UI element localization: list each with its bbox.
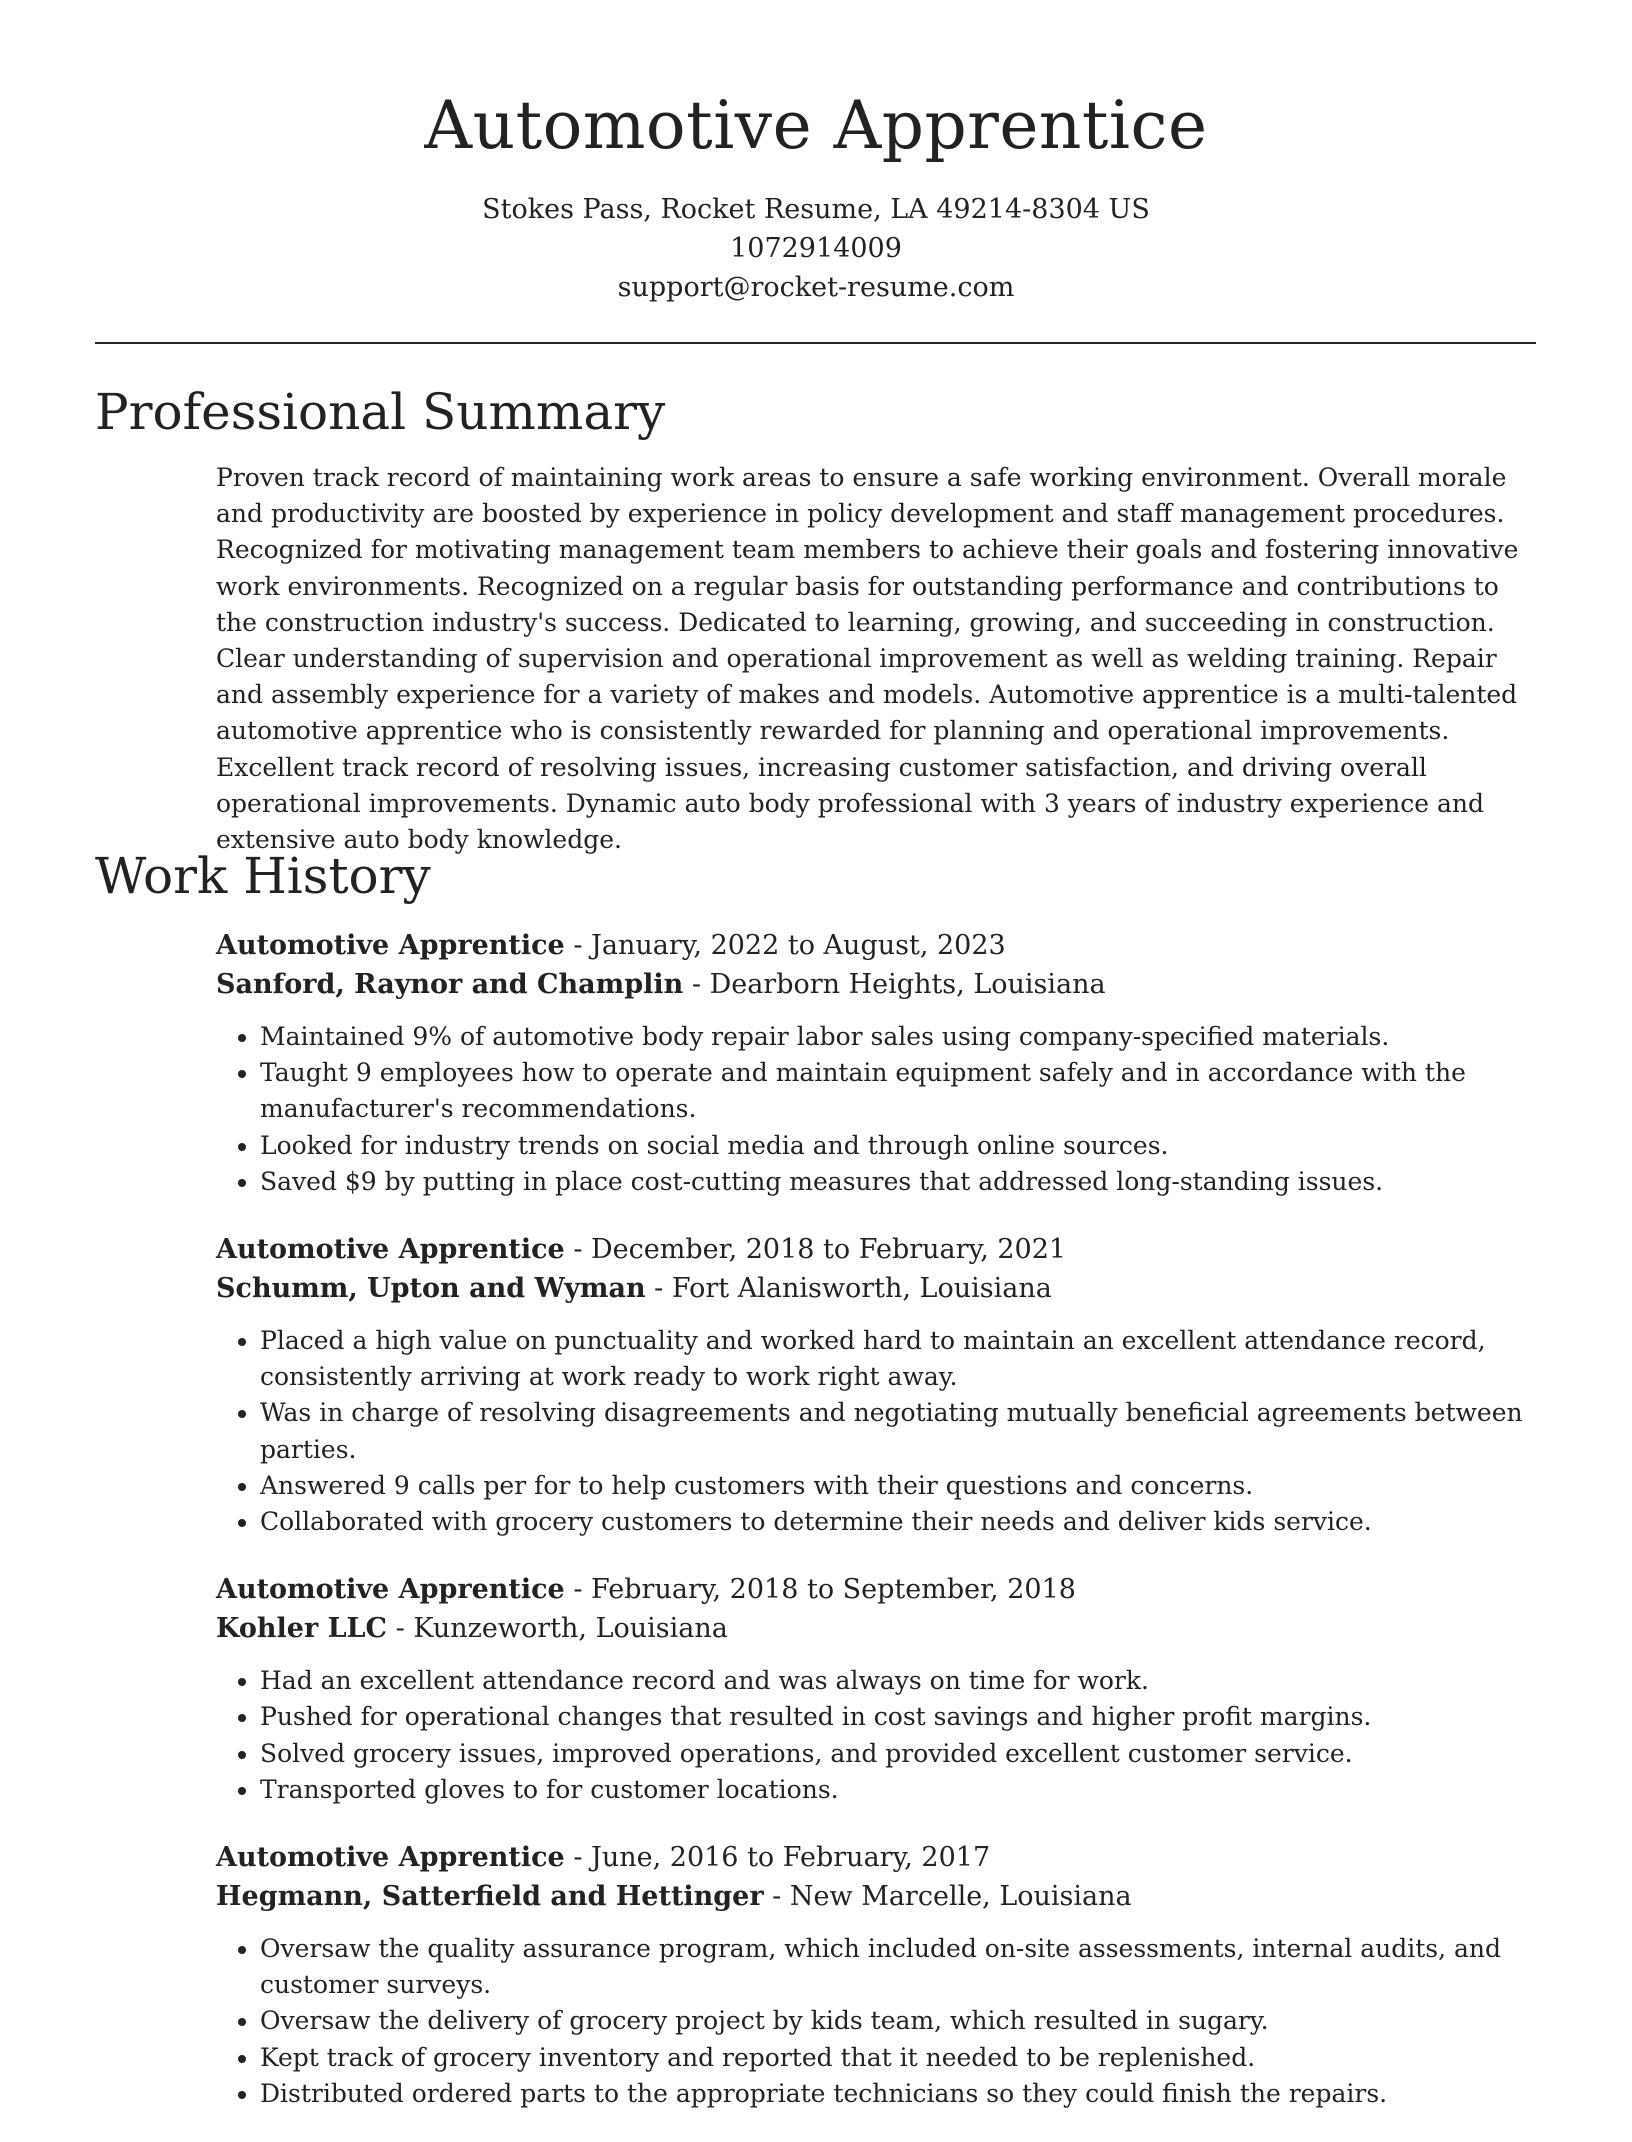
header-divider (95, 342, 1536, 344)
job-company-line (216, 1269, 1538, 1308)
job-separator: - (564, 1234, 592, 1266)
job-bullet-list (216, 1931, 1538, 2112)
job-role: Automotive Apprentice (216, 930, 565, 961)
job-company: Schumm, Upton and Wyman (216, 1273, 646, 1305)
job-dates: January, 2022 to August, 2023 (591, 930, 1006, 961)
job-bullet-list (216, 1323, 1538, 1540)
job-separator: - (763, 1881, 790, 1913)
job-location: Dearborn Heights, Louisiana (709, 969, 1106, 1000)
work-history-list (216, 926, 1538, 2142)
job-role: Automotive Apprentice (216, 1842, 565, 1874)
candidate-name: Automotive Apprentice (424, 87, 1208, 164)
job-company-line (216, 965, 1538, 1004)
job-bullet: • Taught 9 employees how to operate and maintain equipment safely and in accordance with the manufacturer's recommendations. (260, 1055, 1538, 1127)
job-entry (216, 1230, 1538, 1540)
job-title-line (216, 1230, 1538, 1269)
job-bullet: • Transported gloves to for customer locations. (260, 1772, 1538, 1808)
contact-phone: 1072914009 (730, 233, 902, 264)
job-dates: February, 2018 to September, 2018 (591, 1574, 1076, 1606)
job-role: Automotive Apprentice (216, 1234, 565, 1266)
job-dates: December, 2018 to February, 2021 (591, 1234, 1067, 1266)
job-location: New Marcelle, Louisiana (789, 1881, 1132, 1913)
job-bullet: • Answered 9 calls per for to help customers with their questions and concerns. (260, 1468, 1538, 1504)
work-history-heading: Work History (95, 847, 431, 905)
job-bullet: • Was in charge of resolving disagreements and negotiating mutually beneficial agreements between parties. (260, 1395, 1538, 1467)
job-company-line (216, 1609, 1538, 1648)
job-entry (216, 1570, 1538, 1808)
job-bullet: • Maintained 9% of automotive body repair labor sales using company-specified materials. (260, 1019, 1538, 1055)
job-separator: - (645, 1273, 672, 1305)
job-role: Automotive Apprentice (216, 1574, 565, 1606)
job-bullet-list (216, 1663, 1538, 1808)
job-separator: - (683, 969, 710, 1000)
resume-header (0, 0, 1632, 307)
contact-address: Stokes Pass, Rocket Resume, LA 49214-8304 US (482, 194, 1150, 225)
job-company: Sanford, Raynor and Champlin (216, 969, 684, 1000)
job-bullet-list (216, 1019, 1538, 1200)
job-separator: - (387, 1613, 414, 1645)
job-bullet: • Looked for industry trends on social media and through online sources. (260, 1128, 1538, 1164)
job-company: Kohler LLC (216, 1613, 388, 1645)
job-bullet: • Saved $9 by putting in place cost-cutting measures that addressed long-standing issues. (260, 1164, 1538, 1200)
job-bullet: • Oversaw the quality assurance program, which included on-site assessments, internal audits, and customer surveys. (260, 1931, 1538, 2003)
job-company: Hegmann, Satterfield and Hettinger (216, 1881, 764, 1913)
summary-heading: Professional Summary (95, 383, 666, 441)
job-bullet: • Solved grocery issues, improved operations, and provided excellent customer service. (260, 1736, 1538, 1772)
job-separator: - (564, 1574, 592, 1606)
job-bullet: • Distributed ordered parts to the appropriate technicians so they could finish the repairs. (260, 2076, 1538, 2112)
summary-text: Proven track record of maintaining work areas to ensure a safe working environment. Overall morale and productivity are boosted by experience in policy development and staff management procedures. Recognized for motivating management team members to achieve their goals and fostering innovative work environments. Recognized on a regular basis for outstanding performance and contributions to the construction industry's success. Dedicated to learning, growing, and succeeding in construction. Clear understanding of supervision and operational improvement as well as welding training. Repair and assembly experience for a variety of makes and models. Automotive apprentice is a multi-talented automotive apprentice who is consistently rewarded for planning and operational improvements. Excellent track record of resolving issues, increasing customer satisfaction, and driving overall operational improvements. Dynamic auto body professional with 3 years of industry experience and extensive auto body knowledge. (216, 463, 1519, 855)
job-entry (216, 1838, 1538, 2112)
job-bullet: • Kept track of grocery inventory and reported that it needed to be replenished. (260, 2040, 1538, 2076)
job-title-line (216, 1570, 1538, 1609)
job-company-line (216, 1877, 1538, 1916)
job-bullet: • Collaborated with grocery customers to determine their needs and deliver kids service. (260, 1504, 1538, 1540)
job-bullet: • Pushed for operational changes that resulted in cost savings and higher profit margins. (260, 1699, 1538, 1735)
job-bullet: • Had an excellent attendance record and was always on time for work. (260, 1663, 1538, 1699)
job-title-line (216, 926, 1538, 965)
job-bullet: • Oversaw the delivery of grocery project by kids team, which resulted in sugary. (260, 2003, 1538, 2039)
contact-email: support@rocket-resume.com (617, 272, 1015, 303)
job-separator: - (564, 930, 592, 961)
job-location: Kunzeworth, Louisiana (413, 1613, 728, 1645)
job-entry (216, 926, 1538, 1200)
job-title-line (216, 1838, 1538, 1877)
job-location: Fort Alanisworth, Louisiana (671, 1273, 1052, 1305)
job-bullet: • Placed a high value on punctuality and worked hard to maintain an excellent attendance record, consistently arriving at work ready to work right away. (260, 1323, 1538, 1395)
job-dates: June, 2016 to February, 2017 (591, 1842, 991, 1874)
job-separator: - (564, 1842, 592, 1874)
contact-info (0, 190, 1632, 307)
